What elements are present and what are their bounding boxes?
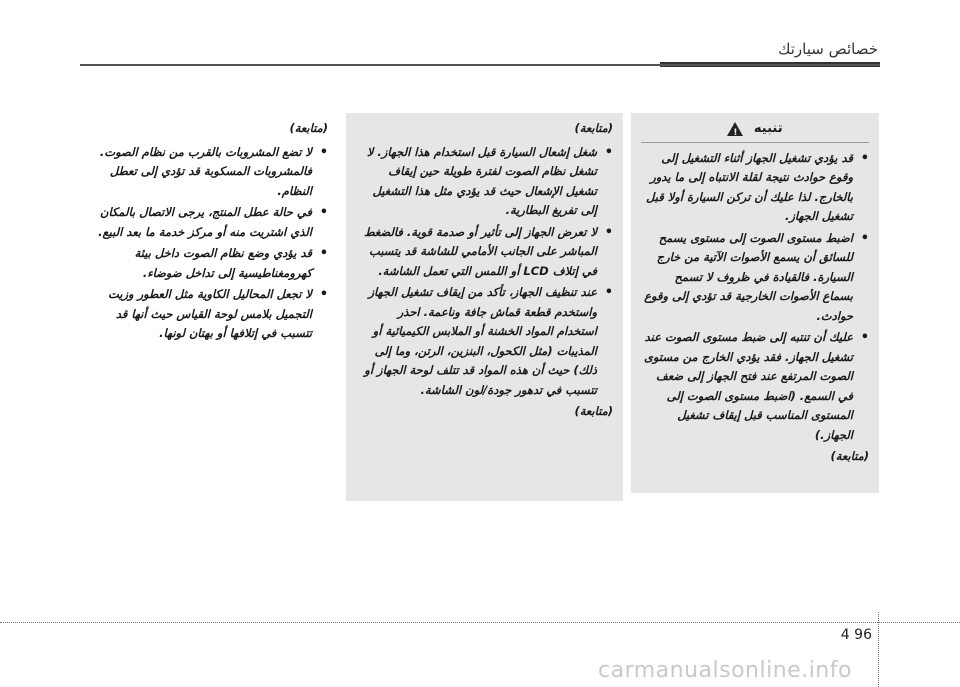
list-item: • قد يؤدي تشغيل الجهاز أثناء التشغيل إلى وقوع حوادث نتيجة لقلة الانتباه إلى ما يدور بالخارج. لذا عليك أن تركن السيارة أولا قبل تشغيل الجهاز. [641,149,869,227]
list-item: • قد يؤدي وضع نظام الصوت داخل بيئة كهرومغناطيسية إلى تداخل ضوضاء. [90,244,328,283]
list-item: • عند تنظيف الجهاز، تأكد من إيقاف تشغيل الجهاز واستخدم قطعة قماش جافة وناعمة. احذر استخدام المواد الخشنة أو الملابس الكيميائية أو المذيبات (مثل الكحول، البنزين، الرتن، وما إلى ذلك) حيث أن هذه المواد قد تتلف لوحة الجهاز أو تتسبب في تدهور جودة/لون الشاشة. [356,283,613,400]
list-item: • اضبط مستوى الصوت إلى مستوى يسمح للسائق أن يسمع الأصوات الآتية من خارج السيارة. فالقيادة في ظروف لا تسمح بسماع الأصوات الخارجية قد تؤدي إلى وقوع حوادث. [641,229,869,327]
chapter-number: 4 [840,627,850,643]
list-item: • لا تضع المشروبات بالقرب من نظام الصوت. فالمشروبات المسكوبة قد تؤدي إلى تعطل النظام. [90,143,328,202]
caution-heading [641,119,869,143]
continued-label-top: (متابعة) [289,121,328,135]
section-title: خصائص سيارتك [778,40,878,58]
list-item: • شغل إشعال السيارة قبل استخدام هذا الجهاز. لا تشغل نظام الصوت لفترة طويلة حين إيقاف تشغيل الإشعال حيث قد يؤدي مثل هذا التشغيل إلى تفريغ البطارية. [356,143,613,221]
footer-vertical-rule [878,612,879,687]
list-item: • عليك أن تنتبه إلى ضبط مستوى الصوت عند تشغيل الجهاز. فقد يؤدي الخارج من مستوى الصوت المرتفع عند فتح الجهاز إلى ضعف في السمع. (اضبط مستوى الصوت إلى المستوى المناسب قبل إيقاف تشغيل الجهاز.) [641,328,869,445]
warning-triangle-icon [727,122,743,136]
watermark-text: carmanualsonline.info [598,658,852,683]
continued-label: (متابعة) [830,449,869,463]
caution-box-continued [346,113,623,501]
caution-list [641,149,869,446]
caution-list-continued [356,143,613,401]
page-index: 96 [854,627,872,643]
footer-divider [0,622,960,623]
caution-list-final [90,143,328,344]
list-item: • في حالة عطل المنتج، يرجى الاتصال بالمكان الذي اشتريت منه أو مركز خدمة ما بعد البيع. [90,203,328,242]
continued-label-top: (متابعة) [574,121,613,135]
list-item: • لا تعرض الجهاز إلى تأثير أو صدمة قوية. فالضغط المباشر على الجانب الأمامي للشاشة قد يتسبب في إتلاف LCD أو اللمس التي تعمل الشاشة. [356,223,613,282]
header-divider [80,64,880,66]
caution-box-final [80,113,338,413]
page-number [841,627,872,643]
continued-label-bottom: (متابعة) [574,404,613,418]
caution-box [631,113,879,493]
caution-label: تنبيه [753,121,783,136]
list-item: • لا تجعل المحاليل الكاوية مثل العطور وزيت التجميل بلامس لوحة القياس حيث أنها قد تتسبب في إتلافها أو بهتان لونها. [90,285,328,344]
